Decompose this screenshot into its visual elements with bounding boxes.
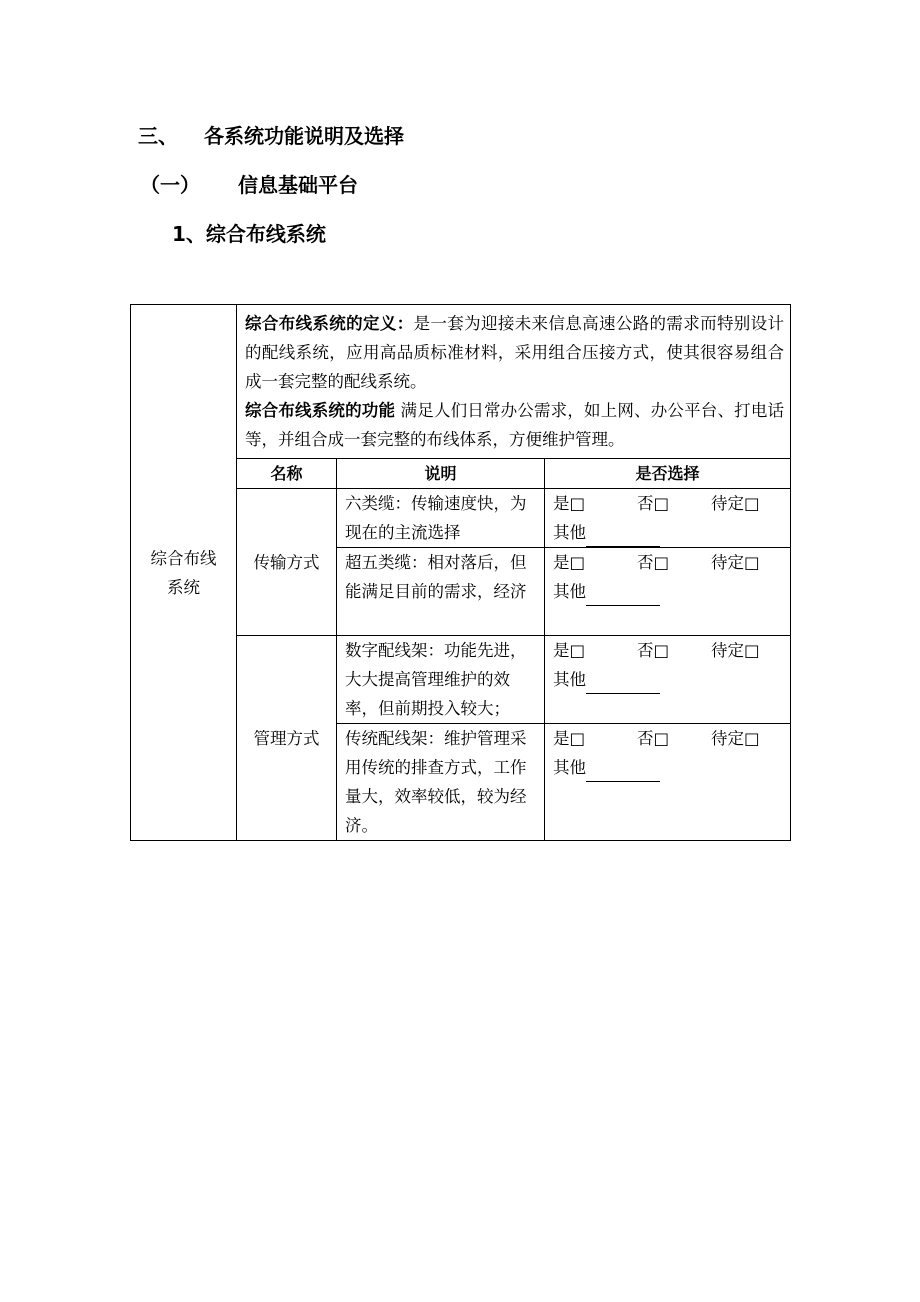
option-no[interactable]: 否□ bbox=[637, 729, 670, 748]
section-heading bbox=[138, 124, 404, 148]
row-desc: 数字配线架：功能先进，大大提高管理维护的效率，但前期投入较大； bbox=[337, 636, 545, 724]
subsection-number: （一） bbox=[140, 173, 200, 197]
option-pending[interactable]: 待定□ bbox=[711, 553, 760, 572]
option-yes[interactable]: 是□ bbox=[553, 494, 586, 513]
system-name: 综合布线系统 bbox=[150, 548, 217, 597]
option-pending[interactable]: 待定□ bbox=[711, 641, 760, 660]
selection-cell bbox=[545, 548, 791, 636]
definition-text: 是一套为迎接未来信息高速公路的需求而特别设计的配线系统，应用高品质标准材料，采用组合压接方式，使其很容易组合成一套完整的配线系统。 bbox=[245, 314, 785, 391]
option-other-label: 其他 bbox=[553, 582, 586, 601]
definition-paragraph bbox=[245, 309, 784, 396]
option-no[interactable]: 否□ bbox=[637, 641, 670, 660]
row-desc: 六类缆：传输速度快，为现在的主流选择 bbox=[337, 489, 545, 548]
function-label: 综合布线系统的功能 bbox=[245, 401, 396, 420]
header-select: 是否选择 bbox=[545, 459, 791, 489]
option-pending[interactable]: 待定□ bbox=[711, 494, 760, 513]
selection-cell bbox=[545, 724, 791, 841]
option-pending[interactable]: 待定□ bbox=[711, 729, 760, 748]
function-paragraph bbox=[245, 396, 784, 454]
header-name: 名称 bbox=[237, 459, 337, 489]
option-other-blank[interactable] bbox=[586, 585, 660, 606]
option-other-label: 其他 bbox=[553, 670, 586, 689]
section-number: 三、 bbox=[138, 124, 178, 148]
subsection-heading bbox=[140, 173, 358, 197]
intro-cell bbox=[237, 305, 791, 459]
group-name: 管理方式 bbox=[237, 636, 337, 841]
option-yes[interactable]: 是□ bbox=[553, 641, 586, 660]
group-name: 传输方式 bbox=[237, 489, 337, 636]
row-desc: 传统配线架：维护管理采用传统的排查方式，工作量大，效率较低，较为经济。 bbox=[337, 724, 545, 841]
selection-cell bbox=[545, 489, 791, 548]
item-title: 1、综合布线系统 bbox=[172, 222, 326, 246]
option-other-label: 其他 bbox=[553, 758, 586, 777]
row-desc: 超五类缆：相对落后，但能满足目前的需求，经济 bbox=[337, 548, 545, 636]
definition-label: 综合布线系统的定义： bbox=[245, 314, 414, 333]
option-other-blank[interactable] bbox=[586, 761, 660, 782]
intro-row bbox=[131, 305, 791, 459]
subsection-title: 信息基础平台 bbox=[238, 173, 358, 197]
option-other-blank[interactable] bbox=[586, 673, 660, 694]
option-yes[interactable]: 是□ bbox=[553, 729, 586, 748]
option-other-blank[interactable] bbox=[586, 526, 660, 547]
selection-cell bbox=[545, 636, 791, 724]
header-desc: 说明 bbox=[337, 459, 545, 489]
system-name-cell bbox=[131, 305, 237, 841]
option-no[interactable]: 否□ bbox=[637, 494, 670, 513]
function-text: 满足人们日常办公需求，如上网、办公平台、打电话等，并组合成一套完整的布线体系，方便维护管理。 bbox=[245, 401, 785, 449]
item-heading bbox=[172, 222, 326, 246]
option-other-label: 其他 bbox=[553, 523, 586, 542]
system-table bbox=[130, 304, 791, 841]
option-no[interactable]: 否□ bbox=[637, 553, 670, 572]
option-yes[interactable]: 是□ bbox=[553, 553, 586, 572]
section-title: 各系统功能说明及选择 bbox=[204, 124, 404, 148]
